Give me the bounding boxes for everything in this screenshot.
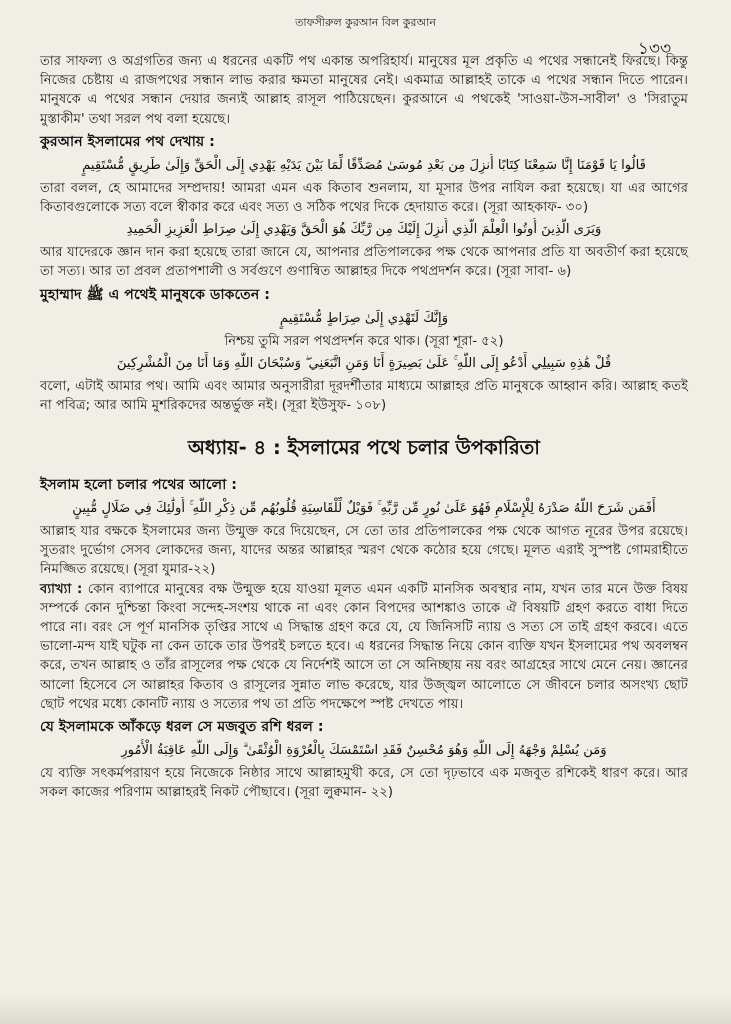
translation-yusuf: বলো, এটাই আমার পথ। আমি এবং আমার অনুসারীরা দূরদর্শীতার মাধ্যমে আল্লাহর প্রতি মানুষকে আহ্বান করি। আল্লাহ কতই না পবিত্র; আর আমি মুশরিকদের অন্তর্ভুক্ত নই। (সূরা ইউসুফ- ১০৮) — [40, 378, 688, 413]
translation-ahqaf: তারা বলল, হে আমাদের সম্প্রদায়! আমরা এমন এক কিতাব শুনলাম, যা মূসার উপর নাযিল করা হয়েছে। যা এর আগের কিতাবগুলোকে সত্য বলে স্বীকার করে এবং সত্য ও সঠিক পথের দিকে হেদায়াত করে। (সূরা আহকাফ- ৩০) — [40, 180, 688, 216]
explanation-paragraph — [40, 580, 688, 714]
page-body — [40, 52, 688, 802]
section-heading-rope: যে ইসলামকে আঁকড়ে ধরল সে মজবুত রশি ধরল : — [40, 719, 324, 736]
intro-paragraph: তার সাফল্য ও অগ্রগতির জন্য এ ধরনের একটি পথ একান্ত অপরিহার্য। মানুষের মূল প্রকৃতি এ পথের সন্ধানেই ফিরছে। কিন্তু নিজের চেষ্টায় এ রাজপথের সন্ধান লাভ করার ক্ষমতা মানুষের নেই। একমাত্র আল্লাহই তাকে এ পথের সন্ধান দিতে পারেন। মানুষকে এ পথের সন্ধান দেয়ার জন্যই আল্লাহ রাসূল পাঠিয়েছেন। কুরআনে এ পথকেই 'সাওয়া-উস-সাবীল' ও 'সিরাতুম মুস্তাকীম' তথা সরল পথ বলা হয়েছে। — [40, 54, 688, 127]
arabic-verse-zumar: أَفَمَن شَرَحَ اللَّهُ صَدْرَهُ لِلْإِسْلَامِ فَهُوَ عَلَىٰ نُورٍ مِّن رَّبِّهِ ۚ فَوَيْلٌ لِّلْقَاسِيَةِ قُلُوبُهُم مِّن ذِكْرِ اللَّهِ ۚ أُولَٰئِكَ فِي ضَلَالٍ مُّبِينٍ — [72, 501, 656, 517]
chapter-title: অধ্যায়- ৪ : ইসলামের পথে চলার উপকারিতা — [188, 436, 540, 460]
section-heading-quran: কুরআন ইসলামের পথ দেখায় : — [40, 133, 215, 150]
section-heading-muhammad: মুহাম্মাদ ﷺ এ পথেই মানুষকে ডাকতেন : — [40, 286, 270, 303]
arabic-verse-saba: وَيَرَى الَّذِينَ أُوتُوا الْعِلْمَ الَّذِي أُنزِلَ إِلَيْكَ مِن رَّبِّكَ هُوَ الْحَقَّ وَيَهْدِي إِلَىٰ صِرَاطِ الْعَزِيزِ الْحَمِيدِ — [126, 222, 602, 238]
page-number: ১৩৩ — [637, 39, 671, 59]
arabic-verse-ahqaf: قَالُوا يَا قَوْمَنَا إِنَّا سَمِعْنَا كِتَابًا أُنزِلَ مِن بَعْدِ مُوسَىٰ مُصَدِّقًا لِّمَا بَيْنَ يَدَيْهِ يَهْدِي إِلَى الْحَقِّ وَإِلَىٰ طَرِيقٍ مُّسْتَقِيمٍ — [82, 157, 646, 173]
explanation-label: ব্যাখ্যা : — [40, 581, 83, 597]
translation-zumar: আল্লাহ যার বক্ষকে ইসলামের জন্য উন্মুক্ত করে দিয়েছেন, সে তো তার প্রতিপালকের পক্ষ থেকে আগত নূরের উপর রয়েছে। সুতরাং দুর্ভোগ সেসব লোকদের জন্য, যাদের অন্তর আল্লাহর স্মরণ থেকে কঠোর হয়ে গেছে। মূলত এরাই সুস্পষ্ট গোমরাহীতে নিমজ্জিত রয়েছে। (সূরা যুমার-২২) — [40, 524, 688, 578]
arabic-verse-shura: وَإِنَّكَ لَتَهْدِي إِلَىٰ صِرَاطٍ مُّسْتَقِيمٍ — [279, 310, 449, 326]
page-edge-shadow — [0, 996, 731, 1024]
explanation-text: কোন ব্যাপারে মানুষের বক্ষ উন্মুক্ত হয়ে যাওয়া মূলত এমন একটি মানসিক অবস্থার নাম, যখন তার মনে উক্ত বিষয় সম্পর্কে কোন দুশ্চিন্তা কিংবা সন্দেহ-সংশয় থাকে না এবং কোন বিপদের আশঙ্কাও তাকে ঐ বিষয়টি গ্রহণ করতে বাধা দিতে পারে না। বরং সে পূর্ণ মানসিক তৃপ্তির সাথে এ সিদ্ধান্ত গ্রহণ করে যে, যে জিনিসটি ন্যায় ও সত্য সে তাই গ্রহণ করবে। এতে ভালো-মন্দ যাই ঘটুক না কেন তাকে তার উপরই চলতে হবে। এ ধরনের সিদ্ধান্ত নিয়ে কোন ব্যক্তি যখন ইসলামের পথ অবলম্বন করে, তখন আল্লাহ ও তাঁর রাসূলের পক্ষ থেকে যে নির্দেশই আসে তা সে অনিচ্ছায় নয় বরং আগ্রহের সাথে মেনে নেয়। জ্ঞানের আলো হিসেবে সে আল্লাহর কিতাব ও রাসূলের সুন্নাত লাভ করেছে, যার উজ্জ্বল আলোতে সে জীবনে চলার অসংখ্য ছোট ছোট পথের মধ্যে কোনটি ন্যায় ও সত্যের পথ তা প্রতি পদক্ষেপে স্পষ্ট দেখতে পায়। — [40, 581, 688, 712]
translation-luqman: যে ব্যক্তি সৎকর্মপরায়ণ হয়ে নিজেকে নিষ্ঠার সাথে আল্লাহমুখী করে, সে তো দৃঢ়ভাবে এক মজবুত রশিকেই ধারণ করে। আর সকল কাজের পরিণাম আল্লাহরই নিকট পৌছাবে। (সূরা লুক্বমান- ২২) — [40, 766, 688, 801]
translation-shura: নিশ্চয় তুমি সরল পথপ্রদর্শন করে থাক। (সূরা শূরা- ৫২) — [224, 333, 504, 349]
running-title: তাফসীরুল কুরআন বিল কুরআন — [295, 16, 436, 29]
arabic-verse-yusuf: قُلْ هَٰذِهِ سَبِيلِي أَدْعُو إِلَى اللَّهِ ۚ عَلَىٰ بَصِيرَةٍ أَنَا وَمَنِ اتَّبَعَنِي ۖ وَسُبْحَانَ اللَّهِ وَمَا أَنَا مِنَ الْمُشْرِكِينَ — [116, 355, 612, 371]
arabic-verse-luqman: وَمَن يُسْلِمْ وَجْهَهُ إِلَى اللَّهِ وَهُوَ مُحْسِنٌ فَقَدِ اسْتَمْسَكَ بِالْعُرْوَةِ الْوُثْقَىٰ ۗ وَإِلَى اللَّهِ عَاقِبَةُ الْأُمُورِ — [121, 743, 607, 759]
section-heading-light: ইসলাম হলো চলার পথের আলো : — [40, 477, 237, 494]
translation-saba: আর যাদেরকে জ্ঞান দান করা হয়েছে তারা জানে যে, আপনার প্রতিপালকের পক্ষ থেকে আপনার প্রতি যা অবতীর্ণ করা হয়েছে তা সত্য। আর তা প্রবল প্রতাপশালী ও সর্বগুণে গুণান্বিত আল্লাহর দিকে পথপ্রদর্শন করে। (সূরা সাবা- ৬) — [40, 245, 688, 280]
